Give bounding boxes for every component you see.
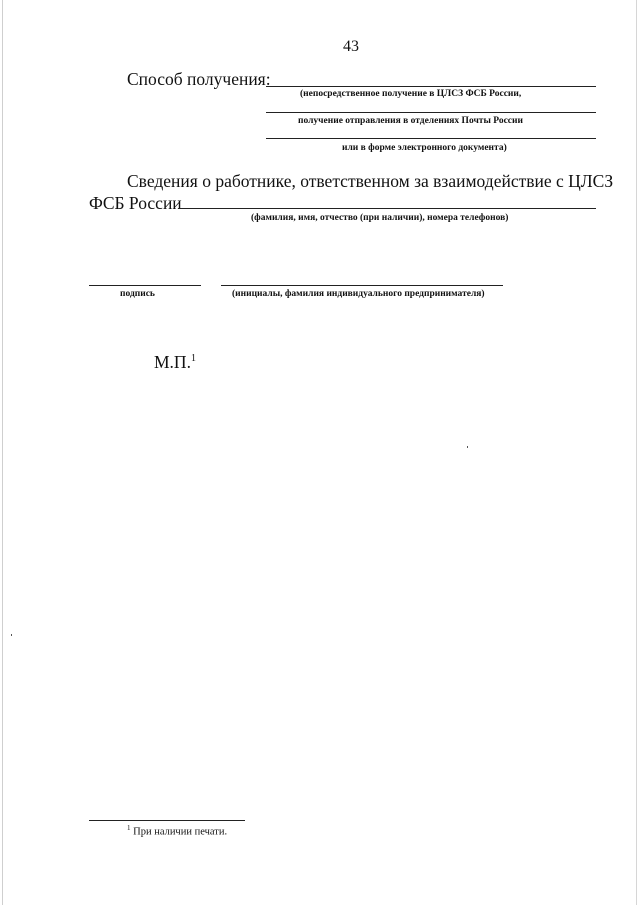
employee-caption: (фамилия, имя, отчество (при наличии), номера телефонов): [251, 213, 509, 223]
employee-line: [178, 208, 596, 209]
receipt-label: Способ получения:: [127, 69, 271, 89]
employee-heading: Сведения о работнике, ответственном за взаимодействие с ЦЛСЗ: [127, 171, 614, 191]
employee-heading-cont: ФСБ России: [89, 193, 182, 213]
page-number: 43: [343, 38, 359, 55]
stamp-text: М.П.: [154, 352, 191, 372]
receipt-line-2: [266, 112, 596, 113]
stamp-label: [154, 352, 196, 373]
scan-edge-right: [636, 0, 637, 905]
receipt-line-1: [266, 86, 596, 87]
stamp-footnote-mark: 1: [190, 353, 196, 365]
signature-line: [89, 285, 201, 286]
signature-caption: подпись: [120, 289, 155, 299]
name-line: [221, 285, 503, 286]
scan-speck: [11, 634, 12, 636]
footnote-separator: [89, 820, 245, 821]
receipt-line-3: [266, 138, 596, 139]
footnote-text: При наличии печати.: [133, 826, 228, 838]
receipt-option-3: или в форме электронного документа): [342, 143, 507, 153]
receipt-option-1: (непосредственное получение в ЦЛСЗ ФСБ России,: [300, 89, 522, 99]
footnote: [127, 824, 227, 838]
scan-edge-left: [2, 0, 3, 905]
footnote-mark: 1: [127, 824, 131, 832]
name-caption: (инициалы, фамилия индивидуального предпринимателя): [232, 289, 485, 299]
scan-speck: [467, 446, 468, 448]
receipt-option-2: получение отправления в отделениях Почты России: [298, 116, 523, 126]
